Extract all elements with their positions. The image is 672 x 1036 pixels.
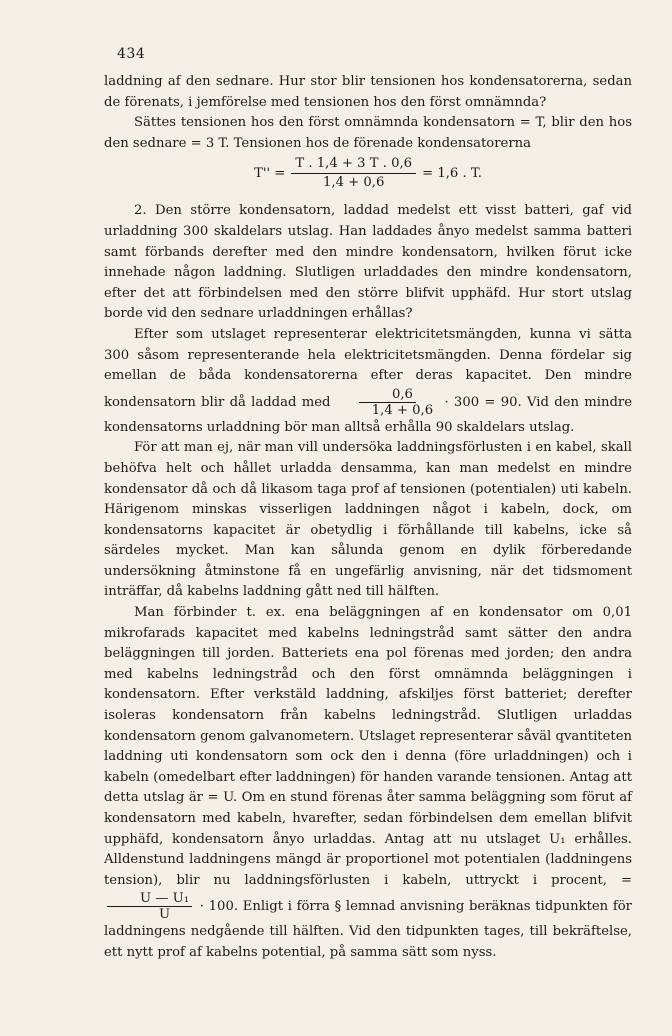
formula-lhs: T'' = [254,165,286,181]
formula-tension [104,156,632,191]
loss-fraction-denominator: U [158,907,171,923]
paragraph-3: 2. Den större kondensatorn, laddad medelst ett visst batteri, gaf vid urladdning 300 skaldelars utslag. Han laddades ånyo medelst samma batteri samt förbands derefter med den mindre kondensatorn, hvilken förut icke innehade någon laddning. Slutligen urladdades den mindre kondensatorn, efter det att förbindelsen med den större blifvit upphäfd. Hur stort utslag borde vid den sednare urladdningen erhållas? [104,203,632,322]
formula-numerator: T . 1,4 + 3 T . 0,6 [291,156,416,174]
loss-fraction [107,891,192,922]
charge-fraction [339,387,436,418]
body-text [104,72,632,964]
formula-denominator: 1,4 + 0,6 [323,175,385,191]
page-number: 434 [117,46,146,62]
paragraph-1: laddning af den sednare. Hur stor blir tensionen hos kondensatorerna, sedan de förenats, i jemförelse med tensionen hos den först omnämnda? [104,74,632,110]
formula-rhs: = 1,6 . T. [422,165,482,181]
loss-fraction-numerator: U — U₁ [107,891,192,907]
paragraph-4 [104,325,632,438]
formula-fraction [291,156,416,191]
paragraph-5: För att man ej, när man vill undersöka laddningsförlusten i en kabel, skall behöfva helt och hållet urladda densamma, kan man medelst en mindre kondensator då och då likasom taga prof af tensionen (potentialen) uti kabeln. Härigenom minskas visserligen laddningen något i kabeln, dock, om kondensatorns kapacitet är obetydlig i förhållande till kabelns, icke så särdeles mycket. Man kan sålunda genom en dylik förberedande undersökning åtminstone få en ungefärlig anvisning, när det tidsmoment inträffar, då kabelns laddning gått ned till hälften. [104,440,632,600]
paragraph-2: Sättes tensionen hos den först omnämnda kondensatorn = T, blir den hos den sednare = 3 T. Tensionen hos de förenade kondensatorerna [104,115,632,151]
paragraph-6 [104,603,632,964]
charge-fraction-numerator: 0,6 [359,387,416,403]
paragraph-4-start: Efter som utslaget representerar elektricitetsmängden, kunna vi sätta 300 såsom representerande hela elektricitetsmängden. Denna fördelar sig emellan de båda kondensatorerna efter deras kapacitet. Den mindre kondensatorn blir då laddad med [104,326,632,410]
paragraph-6-end: · 100. Enligt i förra § lemnad anvisning beräknas tidpunkten för laddningens nedgående till hälften. Vid den tidpunkten tages, till bekräftelse, ett nytt prof af kabelns potential, på samma sätt som nyss. [104,899,632,960]
paragraph-4-end: · 300 = 90. Vid den mindre kondensatorns urladdning bör man alltså erhålla 90 skaldelars utslag. [104,394,632,435]
charge-fraction-denominator: 1,4 + 0,6 [371,402,434,418]
paragraph-6-start: Man förbinder t. ex. ena beläggningen af en kondensator om 0,01 mikrofarads kapacitet med kabelns ledningstråd samt sätter den andra beläggningen till jorden. Batteriets ena pol förenas med jorden; den andra med kabelns ledningstråd och den först omnämnda beläggningen i kondensatorn. Efter verkstäld laddning, afskiljes först batteriet; derefter isoleras kondensatorn från kabelns ledningstråd. Slutligen urladdas kondensatorn genom galvanometern. Utslaget representerar såväl qvantiteten laddning uti kondensatorn som ock den i denna (före urladdningen) och i kabeln (omedelbart efter laddningen) för handen varande tensionen. Antag att detta utslag är = U. Om en stund förenas åter samma beläggning som förut af kondensatorn med kabeln, hvarefter, sedan förbindelsen dem emellan blifvit upphäfd, kondensatorn ånyo urladdas. Antag att nu utslaget U₁ erhålles. Alldenstund laddningens mängd är proportionel mot potentialen (laddningens tension), blir nu laddningsförlusten i kabeln, uttryckt i procent, = [104,605,632,888]
